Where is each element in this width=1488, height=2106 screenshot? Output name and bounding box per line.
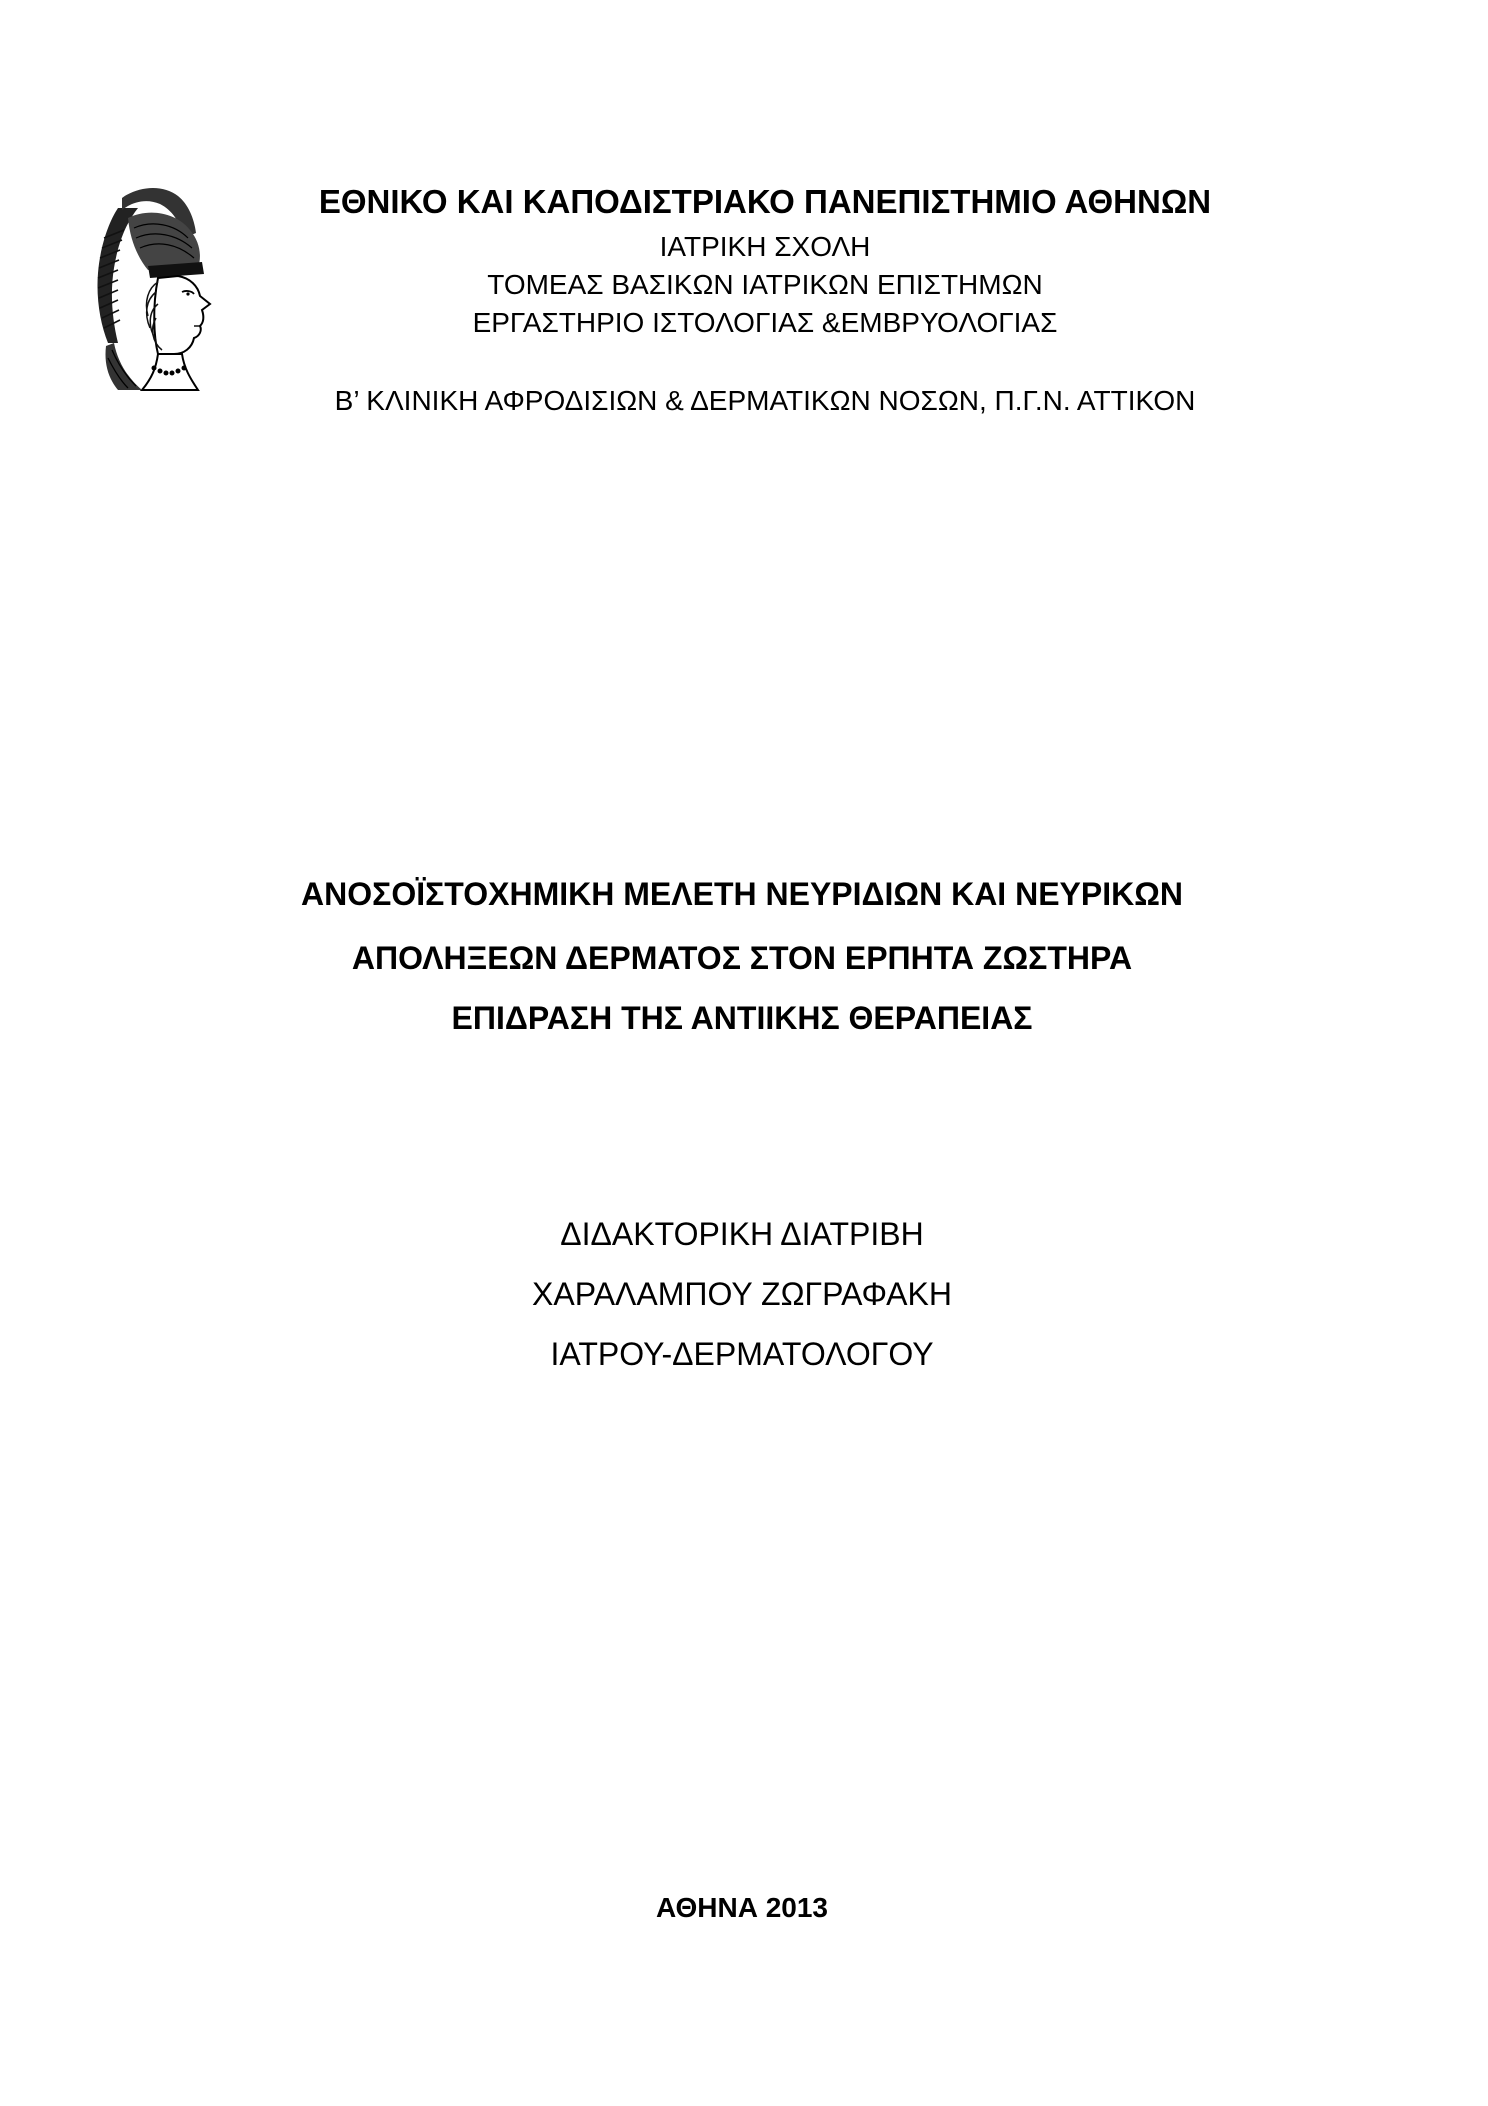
thesis-title-line-1: ΑΝΟΣΟΪΣΤΟΧΗΜΙΚΗ ΜΕΛΕΤΗ ΝΕΥΡΙΔΙΩΝ ΚΑΙ ΝΕΥΡΙΚΩΝ xyxy=(301,876,1183,912)
thesis-title-line-3: ΕΠΙΔΡΑΣΗ ΤΗΣ ΑΝΤΙΙΚΗΣ ΘΕΡΑΠΕΙΑΣ xyxy=(451,1000,1033,1036)
laboratory-name: ΕΡΓΑΣΤΗΡΙΟ ΙΣΤΟΛΟΓΙΑΣ &ΕΜΒΡΥΟΛΟΓΙΑΣ xyxy=(472,307,1058,338)
athena-head-icon xyxy=(78,178,230,400)
school-name: ΙΑΤΡΙΚΗ ΣΧΟΛΗ xyxy=(659,231,871,262)
author-name: ΧΑΡΑΛΑΜΠΟΥ ΖΩΓΡΑΦΑΚΗ xyxy=(532,1276,952,1312)
place-year: ΑΘΗΝΑ 2013 xyxy=(656,1892,828,1923)
thesis-type: ΔΙΔΑΚΤΟΡΙΚΗ ΔΙΑΤΡΙΒΗ xyxy=(560,1216,924,1252)
sector-name: ΤΟΜΕΑΣ ΒΑΣΙΚΩΝ ΙΑΤΡΙΚΩΝ ΕΠΙΣΤΗΜΩΝ xyxy=(487,269,1043,300)
clinic-name: Β’ ΚΛΙΝΙΚΗ ΑΦΡΟΔΙΣΙΩΝ & ΔΕΡΜΑΤΙΚΩΝ ΝΟΣΩΝ, Π.Γ.Ν. ΑΤΤΙΚΟΝ xyxy=(334,385,1196,416)
thesis-title-line-2: ΑΠΟΛΗΞΕΩΝ ΔΕΡΜΑΤΟΣ ΣΤΟΝ ΕΡΠΗΤΑ ΖΩΣΤΗΡΑ xyxy=(351,940,1133,976)
author-role: ΙΑΤΡΟΥ-ΔΕΡΜΑΤΟΛΟΓΟΥ xyxy=(550,1336,934,1372)
university-name: ΕΘΝΙΚΟ ΚΑΙ ΚΑΠΟΔΙΣΤΡΙΑΚΟ ΠΑΝΕΠΙΣΤΗΜΙΟ ΑΘΗΝΩΝ xyxy=(318,183,1212,220)
